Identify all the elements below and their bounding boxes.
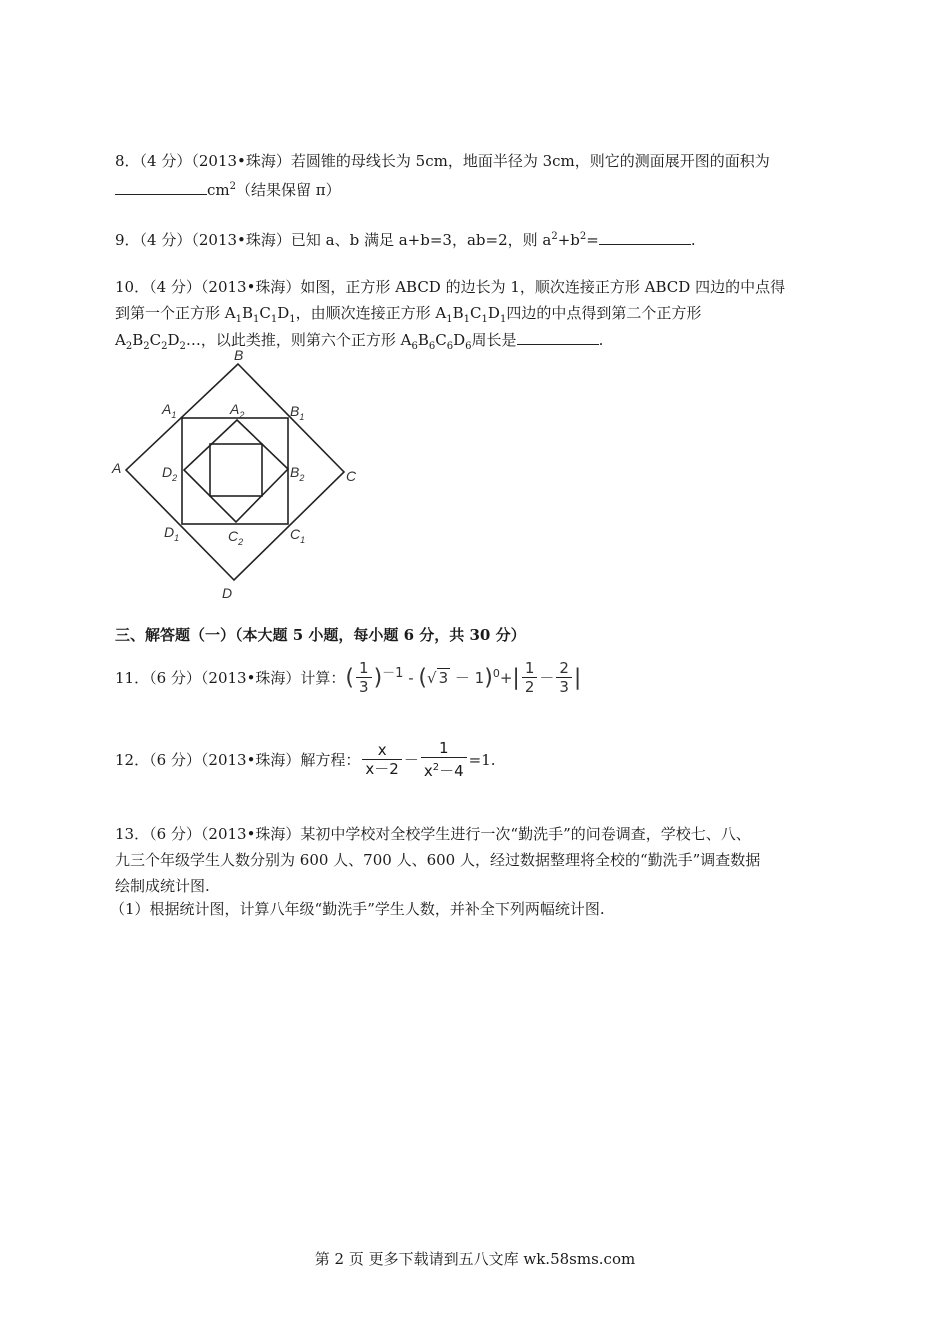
paren-close: ) <box>373 665 383 691</box>
den-tail: －4 <box>439 762 464 780</box>
num: 2 <box>556 660 572 678</box>
q11-frac1 <box>356 660 372 697</box>
s: 1 <box>300 535 306 545</box>
q10-letter: D <box>487 304 500 322</box>
q10-letter: D <box>167 331 180 349</box>
q10-letter: B <box>241 304 254 322</box>
q12-expression <box>360 739 468 780</box>
q11-frac2 <box>522 660 538 697</box>
q10-letter: B <box>417 331 429 349</box>
q11-minus1: － 1 <box>454 669 485 687</box>
q8-unit-sup: 2 <box>229 181 236 192</box>
label-C2 <box>228 528 243 547</box>
s: 1 <box>174 533 180 543</box>
l: B <box>290 403 300 419</box>
l: A <box>162 401 172 417</box>
q8-tail: （结果保留 π） <box>236 181 341 199</box>
den-sup: 2 <box>432 762 440 773</box>
q8-unit: cm <box>207 181 230 199</box>
q10-text: 到第一个正方形 A <box>115 304 236 322</box>
sub: 1 <box>499 314 507 325</box>
den: 2 <box>524 678 535 696</box>
s: 2 <box>172 473 178 483</box>
l: C <box>228 528 239 544</box>
q9-pre: 9．（4 分）（2013•珠海）已知 a、b 满足 a+b=3，ab=2，则 a <box>115 231 552 249</box>
sub: 2 <box>179 341 186 352</box>
den: 3 <box>559 678 569 696</box>
q12-frac1 <box>362 742 401 779</box>
q13-line2: 九三个年级学生人数分别为 600 人、700 人、600 人，经过数据整理将全校的“勤洗手”调查数据 <box>115 851 761 869</box>
q12-frac2 <box>421 740 467 781</box>
den <box>421 758 467 781</box>
q10-text: ，由顺次连接正方形 A <box>295 304 447 322</box>
q11-minus: - <box>408 669 414 687</box>
q10-letter: A <box>115 331 126 349</box>
paren-close: ) <box>484 665 493 691</box>
label-A: A <box>112 460 122 476</box>
label-B2 <box>290 464 304 483</box>
label-C1 <box>290 526 305 545</box>
q8-line1: 8．（4 分）（2013•珠海）若圆锥的母线长为 5cm，地面半径为 3cm，则它的测面展开图的面积为 <box>115 152 770 170</box>
q10-line2 <box>115 302 701 331</box>
q11-radicand: 3 <box>438 669 449 687</box>
sqrt-sign: √ <box>427 669 437 687</box>
q11-exp1: －1 <box>382 666 404 681</box>
s: 2 <box>239 410 245 420</box>
s: 2 <box>299 473 305 483</box>
sub: 1 <box>481 314 488 325</box>
label-A2 <box>229 401 244 420</box>
sub: 1 <box>446 314 453 325</box>
square-A2B2C2D2 <box>184 420 288 522</box>
label-A1 <box>161 401 176 420</box>
s: 1 <box>299 412 305 422</box>
square-A3B3C3D3 <box>210 444 262 496</box>
label-C: C <box>346 468 357 484</box>
paren-open: ( <box>345 665 355 691</box>
sub: 1 <box>235 314 242 325</box>
q9-blank[interactable] <box>599 228 691 245</box>
q8-blank[interactable] <box>115 178 207 195</box>
q11-frac3 <box>556 660 572 697</box>
sub: 6 <box>411 341 418 352</box>
square-A1B1C1D1 <box>182 418 288 524</box>
q9-sup2: 2 <box>579 231 587 242</box>
q10-letter: D <box>277 304 290 322</box>
paren-open: ( <box>418 665 428 691</box>
l: B <box>290 464 300 480</box>
label-B: B <box>234 347 244 363</box>
q10-text: 周长是 <box>471 331 517 349</box>
abs-close: | <box>573 665 582 691</box>
sub: 6 <box>428 341 436 352</box>
square-ABCD <box>126 364 344 580</box>
q11-expression <box>345 659 582 696</box>
q10-letter: C <box>259 304 271 322</box>
nested-squares-figure <box>108 344 368 604</box>
sub: 1 <box>463 314 471 325</box>
sub: 2 <box>143 341 150 352</box>
q11-pre: 11．（6 分）（2013•珠海）计算： <box>115 669 346 687</box>
q10-letter: D <box>453 331 466 349</box>
q12-line <box>115 738 496 782</box>
q10-line1: 10．（4 分）（2013•珠海）如图，正方形 ABCD 的边长为 1，顺次连接正方形 ABCD 四边的中点得 <box>115 278 786 296</box>
q10-letter: C <box>470 304 482 322</box>
label-D: D <box>222 585 233 601</box>
q10-letter: C <box>149 331 162 349</box>
q8-line2 <box>115 176 341 201</box>
num: x <box>362 742 401 760</box>
sub: 2 <box>161 341 168 352</box>
sub: 1 <box>289 314 296 325</box>
l: D <box>162 464 173 480</box>
num: 1 <box>522 660 538 678</box>
q9-line <box>115 226 696 251</box>
q11-line <box>115 654 581 699</box>
s: 2 <box>238 537 244 547</box>
sub: 1 <box>270 314 278 325</box>
l: A <box>230 401 240 417</box>
s: 1 <box>171 410 177 420</box>
section3-title: 三、解答题（一）（本大题 5 小题，每小题 6 分，共 30 分） <box>115 626 526 644</box>
q10-text: 四边的中点得到第二个正方形 <box>506 304 702 322</box>
q9-end: . <box>690 231 696 249</box>
q11-dash: － <box>539 669 555 687</box>
q11-plus: + <box>499 669 513 687</box>
q13-line3: 绘制成统计图. <box>115 877 210 895</box>
q13-line4: （1）根据统计图，计算八年级“勤洗手”学生人数，并补全下列两幅统计图. <box>110 900 605 918</box>
l: D <box>164 524 175 540</box>
abs-open: | <box>512 665 520 691</box>
q10-end: . <box>598 331 604 349</box>
sub: 6 <box>465 341 472 352</box>
label-D2 <box>162 464 177 483</box>
q12-rhs: =1. <box>468 751 496 769</box>
page-footer: 第 2 页 更多下载请到五八文库 wk.58sms.com <box>314 1250 636 1268</box>
sub: 6 <box>446 341 454 352</box>
sub: 2 <box>125 341 133 352</box>
den: x－2 <box>365 760 399 778</box>
label-D1 <box>164 524 179 543</box>
q9-eq: = <box>586 231 599 249</box>
den: 3 <box>359 678 369 696</box>
q13-line1: 13．（6 分）（2013•珠海）某初中学校对全校学生进行一次“勤洗手”的问卷调查，学校七、八、 <box>115 825 751 843</box>
q9-sup1: 2 <box>551 231 558 242</box>
q9-mid: +b <box>557 231 580 249</box>
q10-letter: C <box>435 331 447 349</box>
num: 1 <box>421 740 467 758</box>
num: 1 <box>356 660 372 678</box>
den-x: x <box>423 762 433 780</box>
sub: 1 <box>253 314 260 325</box>
q12-minus: － <box>403 751 419 769</box>
q10-blank[interactable] <box>517 328 599 345</box>
q10-text: …，以此类推，则第六个正方形 A <box>185 331 412 349</box>
l: C <box>290 526 301 542</box>
q10-letter: B <box>132 331 144 349</box>
q10-letter: B <box>452 304 464 322</box>
q12-pre: 12．（6 分）（2013•珠海）解方程： <box>115 751 361 769</box>
q11-exp0: 0 <box>492 667 500 680</box>
